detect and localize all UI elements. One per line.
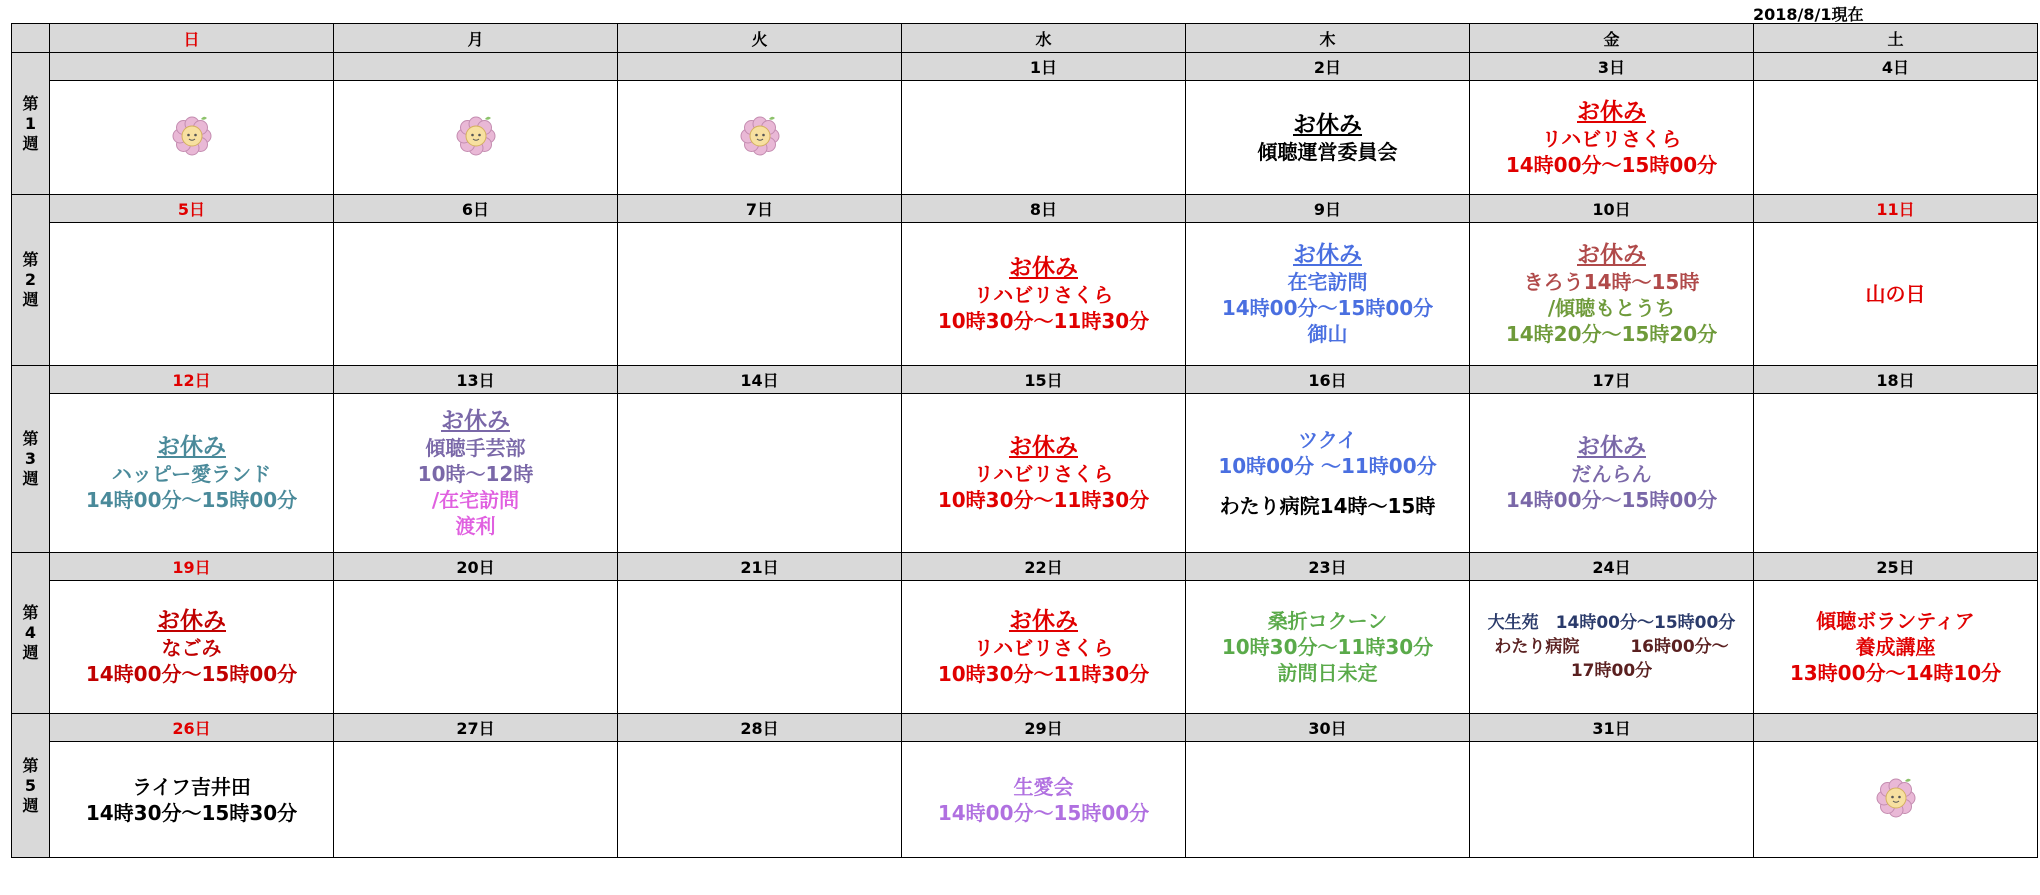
day-cell bbox=[618, 394, 902, 553]
event-line: 傾聴ボランティア bbox=[1816, 609, 1975, 633]
day-cell bbox=[1754, 394, 2038, 553]
weekday-header: 日 bbox=[50, 24, 334, 53]
event-line: リハビリさくら bbox=[1541, 126, 1682, 151]
event-line: リハビリさくら bbox=[973, 283, 1114, 307]
day-cell bbox=[334, 223, 618, 366]
closed-label: お休み bbox=[1293, 242, 1362, 268]
date-cell: 1日 bbox=[902, 53, 1186, 81]
event-line: 17時00分 bbox=[1570, 661, 1653, 681]
week-label: 第 5 週 bbox=[12, 714, 50, 858]
event-line: 在宅訪問 bbox=[1287, 270, 1368, 294]
event-line: 10時～12時 bbox=[417, 462, 534, 486]
day-cell bbox=[902, 394, 1186, 553]
event-line: /在宅訪問 bbox=[431, 488, 520, 512]
day-cell bbox=[1470, 581, 1754, 714]
closed-label: お休み bbox=[1577, 98, 1646, 125]
event-line: 14時30分～15時30分 bbox=[85, 800, 298, 825]
date-cell: 2日 bbox=[1186, 53, 1470, 81]
schedule-calendar bbox=[11, 23, 2038, 858]
event-line: 14時00分～15時00分 bbox=[1505, 488, 1718, 512]
day-cell bbox=[618, 223, 902, 366]
content-row bbox=[12, 394, 2038, 553]
day-cell bbox=[1186, 742, 1470, 858]
day-cell bbox=[902, 81, 1186, 195]
closed-label: お休み bbox=[441, 408, 510, 434]
date-cell: 5日 bbox=[50, 195, 334, 223]
weekday-header-row bbox=[12, 24, 2038, 53]
date-cell bbox=[50, 53, 334, 81]
closed-label: お休み bbox=[1009, 255, 1078, 281]
day-cell bbox=[618, 81, 902, 195]
date-cell: 12日 bbox=[50, 366, 334, 394]
event-line: 14時00分～15時00分 bbox=[937, 800, 1150, 825]
event-line: 渡利 bbox=[455, 514, 496, 538]
day-cell bbox=[1186, 394, 1470, 553]
day-cell bbox=[50, 581, 334, 714]
week-label: 第 1 週 bbox=[12, 53, 50, 195]
event-line: 10時30分～11時30分 bbox=[937, 488, 1150, 512]
weekday-header: 金 bbox=[1470, 24, 1754, 53]
spacer bbox=[1186, 479, 1469, 493]
day-cell bbox=[334, 581, 618, 714]
flower-mascot-icon bbox=[1872, 773, 1920, 821]
event-line: 10時30分～11時30分 bbox=[937, 309, 1150, 333]
date-cell: 22日 bbox=[902, 553, 1186, 581]
event-line: ツクイ bbox=[1298, 428, 1357, 452]
event-line: 10時00分 ～11時00分 bbox=[1218, 454, 1437, 478]
content-row bbox=[12, 223, 2038, 366]
event-line: /傾聴もとうち bbox=[1547, 296, 1676, 320]
date-cell: 21日 bbox=[618, 553, 902, 581]
date-cell: 8日 bbox=[902, 195, 1186, 223]
date-cell: 6日 bbox=[334, 195, 618, 223]
date-cell: 23日 bbox=[1186, 553, 1470, 581]
event-line: ライフ吉井田 bbox=[132, 774, 251, 799]
date-cell: 26日 bbox=[50, 714, 334, 742]
day-cell bbox=[1754, 742, 2038, 858]
date-row bbox=[12, 366, 2038, 394]
day-cell bbox=[618, 581, 902, 714]
corner-cell bbox=[12, 24, 50, 53]
week-label: 第 3 週 bbox=[12, 366, 50, 553]
flower-mascot-icon bbox=[168, 111, 216, 159]
day-cell bbox=[618, 742, 902, 858]
event-line: 御山 bbox=[1307, 322, 1348, 346]
closed-label: お休み bbox=[1577, 434, 1646, 460]
date-cell: 4日 bbox=[1754, 53, 2038, 81]
event-line: 大生苑 14時00分～15時00分 bbox=[1487, 613, 1736, 633]
day-cell bbox=[1470, 742, 1754, 858]
date-cell: 10日 bbox=[1470, 195, 1754, 223]
flower-mascot-icon bbox=[736, 111, 784, 159]
date-cell: 29日 bbox=[902, 714, 1186, 742]
date-row bbox=[12, 714, 2038, 742]
date-cell: 24日 bbox=[1470, 553, 1754, 581]
week-label: 第 4 週 bbox=[12, 553, 50, 714]
event-line: 生愛会 bbox=[1013, 774, 1074, 799]
date-cell: 7日 bbox=[618, 195, 902, 223]
event-line: 傾聴手芸部 bbox=[425, 436, 526, 460]
day-cell bbox=[50, 81, 334, 195]
day-cell bbox=[902, 581, 1186, 714]
day-cell bbox=[902, 742, 1186, 858]
day-cell bbox=[50, 223, 334, 366]
event-line: だんらん bbox=[1571, 462, 1652, 486]
event-line: 14時20分～15時20分 bbox=[1505, 322, 1718, 346]
date-cell: 17日 bbox=[1470, 366, 1754, 394]
event-line: きろう14時～15時 bbox=[1523, 270, 1700, 294]
flower-mascot-icon bbox=[452, 111, 500, 159]
day-cell bbox=[1470, 81, 1754, 195]
event-line: 14時00分～15時00分 bbox=[1505, 152, 1718, 177]
event-line: 10時30分～11時30分 bbox=[937, 662, 1150, 686]
day-cell bbox=[334, 394, 618, 553]
event-line: 13時00分～14時10分 bbox=[1789, 661, 2002, 685]
day-cell bbox=[334, 742, 618, 858]
closed-label: お休み bbox=[1577, 242, 1646, 268]
event-line: 14時00分～15時00分 bbox=[85, 488, 298, 512]
event-line: ハッピー愛ランド bbox=[111, 462, 272, 486]
day-cell bbox=[1754, 81, 2038, 195]
date-cell: 18日 bbox=[1754, 366, 2038, 394]
date-cell: 11日 bbox=[1754, 195, 2038, 223]
date-cell: 31日 bbox=[1470, 714, 1754, 742]
closed-label: お休み bbox=[1009, 608, 1078, 634]
weekday-header: 土 bbox=[1754, 24, 2038, 53]
week-label: 第 2 週 bbox=[12, 195, 50, 366]
day-cell bbox=[902, 223, 1186, 366]
event-line: わたり病院14時～15時 bbox=[1219, 494, 1436, 518]
day-cell bbox=[1186, 223, 1470, 366]
closed-label: お休み bbox=[1009, 434, 1078, 460]
weekday-header: 月 bbox=[334, 24, 618, 53]
content-row bbox=[12, 581, 2038, 714]
content-row bbox=[12, 81, 2038, 195]
date-cell: 16日 bbox=[1186, 366, 1470, 394]
closed-label: お休み bbox=[1293, 111, 1362, 138]
closed-label: お休み bbox=[157, 608, 226, 634]
event-line: 養成講座 bbox=[1855, 635, 1936, 659]
event-line: わたり病院 16時00分～ bbox=[1494, 637, 1729, 657]
event-line: リハビリさくら bbox=[973, 462, 1114, 486]
closed-label: お休み bbox=[157, 434, 226, 460]
day-cell bbox=[1754, 581, 2038, 714]
weekday-header: 水 bbox=[902, 24, 1186, 53]
weekday-header: 火 bbox=[618, 24, 902, 53]
date-row bbox=[12, 195, 2038, 223]
date-cell bbox=[334, 53, 618, 81]
day-cell bbox=[334, 81, 618, 195]
date-cell: 13日 bbox=[334, 366, 618, 394]
as-of-date: 2018/8/1現在 bbox=[1753, 5, 1864, 24]
event-line: 訪問日未定 bbox=[1277, 661, 1378, 685]
date-cell: 14日 bbox=[618, 366, 902, 394]
day-cell bbox=[1470, 394, 1754, 553]
date-cell: 3日 bbox=[1470, 53, 1754, 81]
date-row bbox=[12, 553, 2038, 581]
date-cell: 25日 bbox=[1754, 553, 2038, 581]
event-line: 14時00分～15時00分 bbox=[85, 662, 298, 686]
weekday-header: 木 bbox=[1186, 24, 1470, 53]
date-cell: 28日 bbox=[618, 714, 902, 742]
date-cell: 20日 bbox=[334, 553, 618, 581]
day-cell bbox=[50, 394, 334, 553]
event-line: リハビリさくら bbox=[973, 636, 1114, 660]
date-cell: 30日 bbox=[1186, 714, 1470, 742]
date-cell: 15日 bbox=[902, 366, 1186, 394]
event-line: なごみ bbox=[161, 636, 222, 660]
day-cell bbox=[1186, 581, 1470, 714]
date-cell: 9日 bbox=[1186, 195, 1470, 223]
date-cell bbox=[1754, 714, 2038, 742]
event-line: 10時30分～11時30分 bbox=[1221, 635, 1434, 659]
date-cell bbox=[618, 53, 902, 81]
event-line: 山の日 bbox=[1865, 282, 1926, 306]
day-cell bbox=[1754, 223, 2038, 366]
content-row bbox=[12, 742, 2038, 858]
date-cell: 19日 bbox=[50, 553, 334, 581]
day-cell bbox=[1186, 81, 1470, 195]
date-cell: 27日 bbox=[334, 714, 618, 742]
day-cell bbox=[50, 742, 334, 858]
date-row bbox=[12, 53, 2038, 81]
event-line: 桑折コクーン bbox=[1267, 609, 1388, 633]
event-line: 傾聴運営委員会 bbox=[1257, 139, 1398, 164]
event-line: 14時00分～15時00分 bbox=[1221, 296, 1434, 320]
day-cell bbox=[1470, 223, 1754, 366]
